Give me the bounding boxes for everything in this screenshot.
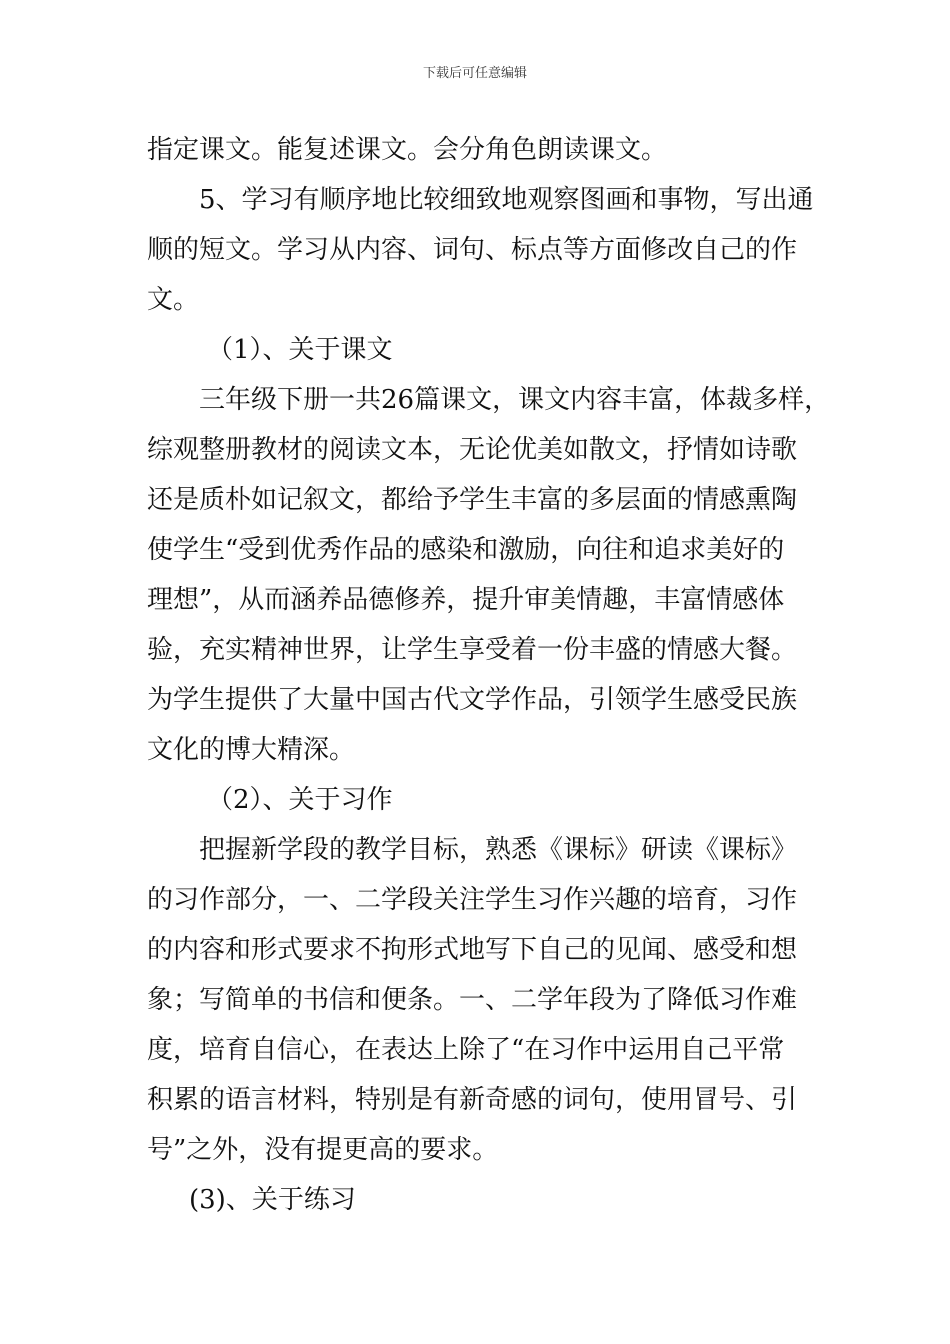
text-line: 还是质朴如记叙文，都给予学生丰富的多层面的情感熏陶 xyxy=(147,485,798,515)
text-line: 文化的博大精深。 xyxy=(147,735,356,765)
page-header: 下载后可任意编辑 xyxy=(422,66,527,81)
text-line: 综观整册教材的阅读文本，无论优美如散文，抒情如诗歌 xyxy=(147,435,798,465)
text-line: 三年级下册一共26篇课文，课文内容丰富，体裁多样， xyxy=(199,385,831,415)
text-line: 验，充实精神世界，让学生享受着一份丰盛的情感大餐。 xyxy=(147,635,798,665)
text-line: 理想”，从而涵养品德修养，提升审美情趣，丰富情感体 xyxy=(147,585,785,615)
text-line: 顺的短文。学习从内容、词句、标点等方面修改自己的作 xyxy=(147,235,798,265)
text-line: 号”之外，没有提更高的要求。 xyxy=(147,1135,499,1165)
section-heading: （1）、关于课文 xyxy=(207,335,393,365)
text-line: 的内容和形式要求不拘形式地写下自己的见闻、感受和想 xyxy=(147,935,798,965)
document-body xyxy=(147,125,831,1225)
text-line: 把握新学段的教学目标，熟悉《课标》研读《课标》 xyxy=(199,835,798,865)
section-heading: （2）、关于习作 xyxy=(207,785,393,815)
text-line: 的习作部分，一、二学段关注学生习作兴趣的培育，习作 xyxy=(147,885,798,915)
text-line: 象；写简单的书信和便条。一、二学年段为了降低习作难 xyxy=(147,985,798,1015)
text-line: 5、学习有顺序地比较细致地观察图画和事物，写出通 xyxy=(199,185,814,215)
text-line: 积累的语言材料，特别是有新奇感的词句，使用冒号、引 xyxy=(147,1085,798,1115)
text-line: 度，培育自信心，在表达上除了“在习作中运用自己平常 xyxy=(147,1035,785,1065)
section-heading: (3)、关于练习 xyxy=(189,1185,356,1215)
text-line: 为学生提供了大量中国古代文学作品，引领学生感受民族 xyxy=(147,685,798,715)
text-line: 文。 xyxy=(147,285,200,315)
text-line: 指定课文。能复述课文。会分角色朗读课文。 xyxy=(147,135,668,165)
text-line: 使学生“受到优秀作品的感染和激励，向往和追求美好的 xyxy=(147,535,785,565)
